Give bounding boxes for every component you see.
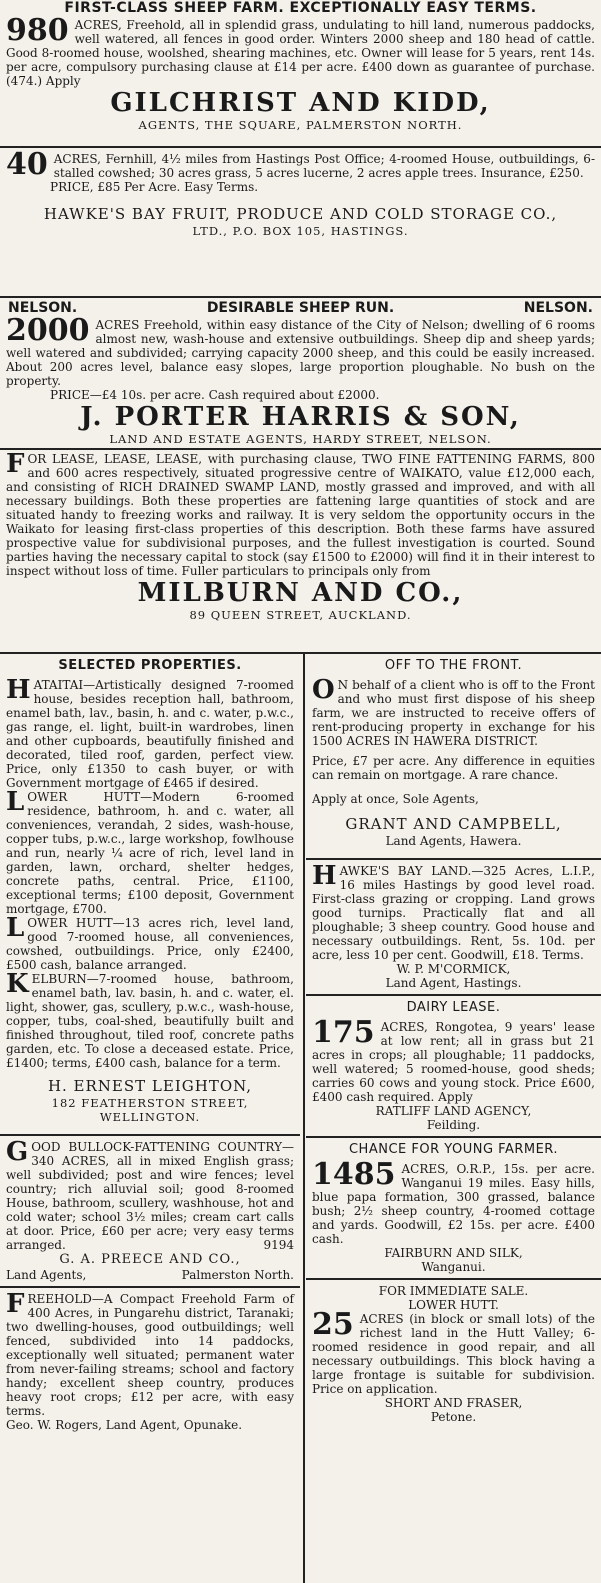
divider	[0, 448, 601, 450]
ad-immediate-sale	[306, 1307, 601, 1396]
ad-hawkes-bay-land	[306, 861, 601, 962]
agent-line	[0, 1268, 300, 1282]
ad-lower-hutt-2	[0, 913, 300, 972]
agent-address: LAND AND ESTATE AGENTS, HARDY STREET, NELSON.	[109, 432, 492, 446]
ad-text: ELBURN—7-roomed house, bathroom, enamel bath, lav. basin, h. and c. water, el. light, shower, gas, scullery, p.w.c., wash-house, copper, tubs, coal-shed, beautifully built and finished throughout, tiled roof, concrete paths garden, etc. To close a deceased estate. Price, £1400; terms, £400 cash, balance for a term.	[6, 972, 294, 1070]
acreage-number: 980	[6, 13, 69, 48]
heading-right: NELSON.	[523, 300, 593, 316]
divider	[0, 1134, 300, 1136]
acreage-number: 175	[312, 1015, 375, 1050]
ad-text: ACRES Freehold, within easy distance of the City of Nelson; dwelling of 6 rooms almost new, wash-house and extensive outbuildings. Sheep dip and sheep yards; well watered and subdivided; carrying capacity 2000 sheep, and this could be easily increased. About 200 acres level, balance easy slopes, large proportion ploughable. No bush on the property.	[6, 318, 595, 388]
agent-address: Petone.	[430, 1410, 477, 1424]
price-line: Price, £7 per acre. Any difference in equities can remain on mortgage. A rare chance.	[312, 754, 595, 782]
ad-text: ATAITAI—Artistically designed 7-roomed house, besides reception hall, bathroom, enamel bath, lav., basin, h. and c. water, p.w.c., gas range, el. light, built-in wardrobes, linen and other cupboards, beautifully finished and decorated, tiled roof, garden, perfect view. Price, only £1350 to cash buyer, or with Government mortgage of £465 if desired.	[6, 678, 294, 790]
agent-name: G. A. PREECE AND CO.,	[59, 1252, 241, 1267]
agent-role: Land Agents,	[6, 1268, 87, 1282]
ad-text: ACRES, Freehold, all in splendid grass, undulating to hill land, numerous paddocks, well watered, all fences in good order. Winters 2000 sheep and 180 head of cattle. Good 8-roomed house, woolshed, shearing machines, etc. Owner will lease for 5 years, rent 14s. per acre, compulsory purchasing clause at £14 per acre. £400 down as guarantee of purchase. (474.) Apply	[6, 18, 595, 88]
drop-cap: K	[6, 969, 29, 999]
drop-cap: O	[312, 675, 335, 705]
acreage-number: 40	[6, 147, 48, 182]
column-divider	[303, 654, 305, 1583]
price-line: PRICE, £85 Per Acre. Easy Terms.	[50, 180, 259, 194]
drop-cap: H	[6, 675, 31, 705]
agent-address: LTD., P.O. BOX 105, HASTINGS.	[192, 224, 409, 238]
divider	[0, 146, 601, 148]
ad-waikato-lease	[0, 449, 601, 622]
ad-text: OWER HUTT—Modern 6-roomed residence, bathroom, h. and c. water, all conveniences, verandah, 2 sides, wash-house, copper tubs, p.w.c., large workshop, fowlhouse and run, nearly ¼ acre of rich, level land in garden, lawn, orchard, shelter hedges, concrete paths, central. Price, £1100, exceptional terms; £100 deposit, Government mortgage, £700.	[6, 790, 294, 916]
divider	[0, 652, 601, 654]
agent-line: Geo. W. Rogers, Land Agent, Opunake.	[6, 1418, 243, 1432]
agent-name: RATLIFF LAND AGENCY,	[375, 1104, 532, 1118]
divider	[0, 1286, 300, 1288]
ad-off-to-front	[306, 675, 601, 748]
drop-cap: L	[6, 787, 25, 817]
ad-text: ACRES, Fernhill, 4½ miles from Hastings Post Office; 4-roomed House, outbuildings, 6-stalled cowshed; 30 acres grass, 5 acres lucerne, 2 acres apple trees. Insurance, £250.	[53, 152, 595, 180]
agent-address: Wanganui.	[421, 1260, 486, 1274]
ad-text: OWER HUTT—13 acres rich, level land, good 7-roomed house, all conveniences, cowshed, outbuildings. Price, only £2400, £500 cash, balance arranged.	[6, 916, 294, 972]
ad-body	[0, 313, 601, 388]
ref-number: 9194	[263, 1238, 294, 1252]
ad-text: OOD BULLOCK-FATTENING COUNTRY—340 ACRES, all in mixed English grass; well subdivided; post and wire fences; level country; rich alluvial soil; good 8-roomed House, bathroom, scullery, washhouse, hot and cold water; school 3½ miles; cream cart calls at door. Price, £60 per acre; very easy terms arranged.	[6, 1140, 294, 1252]
agent-name: SHORT AND FRASER,	[384, 1396, 523, 1410]
agent-name: H. ERNEST LEIGHTON,	[47, 1077, 253, 1095]
agent-name: GILCHRIST AND KIDD,	[110, 88, 491, 118]
ad-text: OR LEASE, LEASE, LEASE, with purchasing clause, TWO FINE FATTENING FARMS, 800 and 600 acres respectively, situated progressive centre of WAIKATO, value £12,000 each, and consisting of RICH DRAINED SWAMP LAND, mostly grassed and improved, and with all necessary buildings. Both these properties are fattening large quantities of stock and are situated handy to freezing works and railway. It is very seldom the opportunity occurs in the Waikato for leasing first-class properties of this description. Both these farms have assured prospective value for subdivisional purposes, and the fullest investigation is courted. Sound parties having the necessary capital to stock (say £1500 to £2000) will find it in their interest to inspect without loss of time. Fuller particulars to principals only from	[6, 452, 595, 578]
ad-heading	[0, 300, 601, 316]
section-subheading: LOWER HUTT.	[408, 1298, 499, 1312]
ad-text: ACRES (in block or small lots) of the richest land in the Hutt Valley; 6-roomed residence in good repair, and all necessary outbuildings. This block having a large frontage is suitable for subdivision. Price on application.	[312, 1312, 595, 1396]
agent-name: W. P. M'CORMICK,	[396, 962, 511, 976]
agent-address: Land Agent, Hastings.	[385, 976, 522, 990]
agent-address: Land Agents, Hawera.	[385, 834, 522, 848]
right-column	[306, 658, 601, 1424]
agent-address: Feilding.	[426, 1118, 481, 1132]
drop-cap: L	[6, 913, 25, 943]
ad-lower-hutt-1	[0, 787, 300, 916]
ad-heading: FIRST-CLASS SHEEP FARM. EXCEPTIONALLY EASY TERMS.	[64, 0, 537, 16]
ad-text: ACRES, Rongotea, 9 years' lease at low rent; all in grass but 21 acres in crops; all ploughable; 11 paddocks, well watered; 5 roomed-house, good sheds; carries 60 cows and young stock. Price £600, £400 cash required. Apply	[312, 1020, 595, 1104]
price-line: PRICE—£4 10s. per acre. Cash required about £2000.	[50, 388, 380, 402]
ad-young-farmer	[306, 1157, 601, 1246]
ad-fernhill	[0, 147, 601, 238]
section-heading: FOR IMMEDIATE SALE.	[378, 1284, 529, 1298]
ad-text: ACRES, O.R.P., 15s. per acre. Wanganui 19 miles. Easy hills, blue papa formation, 300 grassed, balance bush; 2½ sheep country, 4-roomed cottage and yards. Goodwill, £2 15s. per acre. £400 cash.	[312, 1162, 595, 1246]
acreage-number: 25	[312, 1307, 354, 1342]
divider	[0, 296, 601, 298]
drop-cap: F	[6, 1289, 25, 1319]
divider	[306, 858, 601, 860]
divider	[306, 1136, 601, 1138]
acreage-number: 2000	[6, 313, 90, 348]
ad-text: REEHOLD—A Compact Freehold Farm of 400 Acres, in Pungarehu district, Taranaki; two dwelling-houses, good outbuildings; well fenced, subdivided into 14 paddocks, exceptionally well situated; permanent water from never-failing streams; school and factory handy; excellent sheep country, produces heavy root crops; £12 per acre, with easy terms.	[6, 1292, 294, 1418]
ad-bullock-fattening	[0, 1137, 300, 1252]
left-column	[0, 658, 300, 1432]
ad-text: N behalf of a client who is off to the Front and who must first dispose of his sheep farm, we are instructed to receive offers of rent-producing property in exchange for his 1500 ACRES IN HAWERA DISTRICT.	[312, 678, 595, 748]
agent-town: Palmerston North.	[181, 1268, 294, 1282]
section-heading: OFF TO THE FRONT.	[384, 658, 523, 673]
heading-center: DESIRABLE SHEEP RUN.	[206, 300, 395, 316]
agent-city: WELLINGTON.	[99, 1110, 201, 1124]
heading-left: NELSON.	[8, 300, 78, 316]
divider	[306, 1278, 601, 1280]
agent-name: HAWKE'S BAY FRUIT, PRODUCE AND COLD STORAGE CO.,	[43, 205, 558, 223]
agent-name: MILBURN AND CO.,	[137, 578, 464, 608]
ad-text: AWKE'S BAY LAND.—325 Acres, L.I.P., 16 miles Hastings by good level road. First-class grazing or cropping. Land grows good turnips. Practically flat and all ploughable; 3 sheep country. Good house and necessary outbuildings. Rent, 5s. 10d. per acre, less 10 per cent. Goodwill, £18. Terms.	[312, 864, 595, 962]
section-heading: SELECTED PROPERTIES.	[58, 658, 242, 673]
ad-sheep-farm	[0, 0, 601, 132]
agent-address: 89 QUEEN STREET, AUCKLAND.	[189, 608, 412, 622]
ad-freehold-taranaki	[0, 1289, 300, 1418]
acreage-number: 1485	[312, 1157, 396, 1192]
section-heading: DAIRY LEASE.	[406, 1000, 501, 1015]
agent-address: AGENTS, THE SQUARE, PALMERSTON NORTH.	[138, 118, 463, 132]
ad-kelburn	[0, 969, 300, 1070]
drop-cap: G	[6, 1137, 29, 1167]
drop-cap: H	[312, 861, 337, 891]
divider	[306, 994, 601, 996]
ad-dairy-lease	[306, 1015, 601, 1104]
ad-hataitai	[0, 675, 300, 790]
agent-name: GRANT AND CAMPBELL,	[345, 815, 562, 833]
apply-line: Apply at once, Sole Agents,	[312, 792, 479, 806]
drop-cap: F	[6, 449, 25, 479]
section-heading: CHANCE FOR YOUNG FARMER.	[348, 1142, 559, 1157]
agent-name: FAIRBURN AND SILK,	[384, 1246, 523, 1260]
agent-address: 182 FEATHERSTON STREET,	[51, 1096, 249, 1110]
agent-name: J. PORTER HARRIS & SON,	[80, 402, 521, 432]
ad-body	[0, 449, 601, 578]
ad-body	[0, 13, 601, 88]
ad-nelson	[0, 300, 601, 446]
ad-body	[0, 147, 601, 182]
